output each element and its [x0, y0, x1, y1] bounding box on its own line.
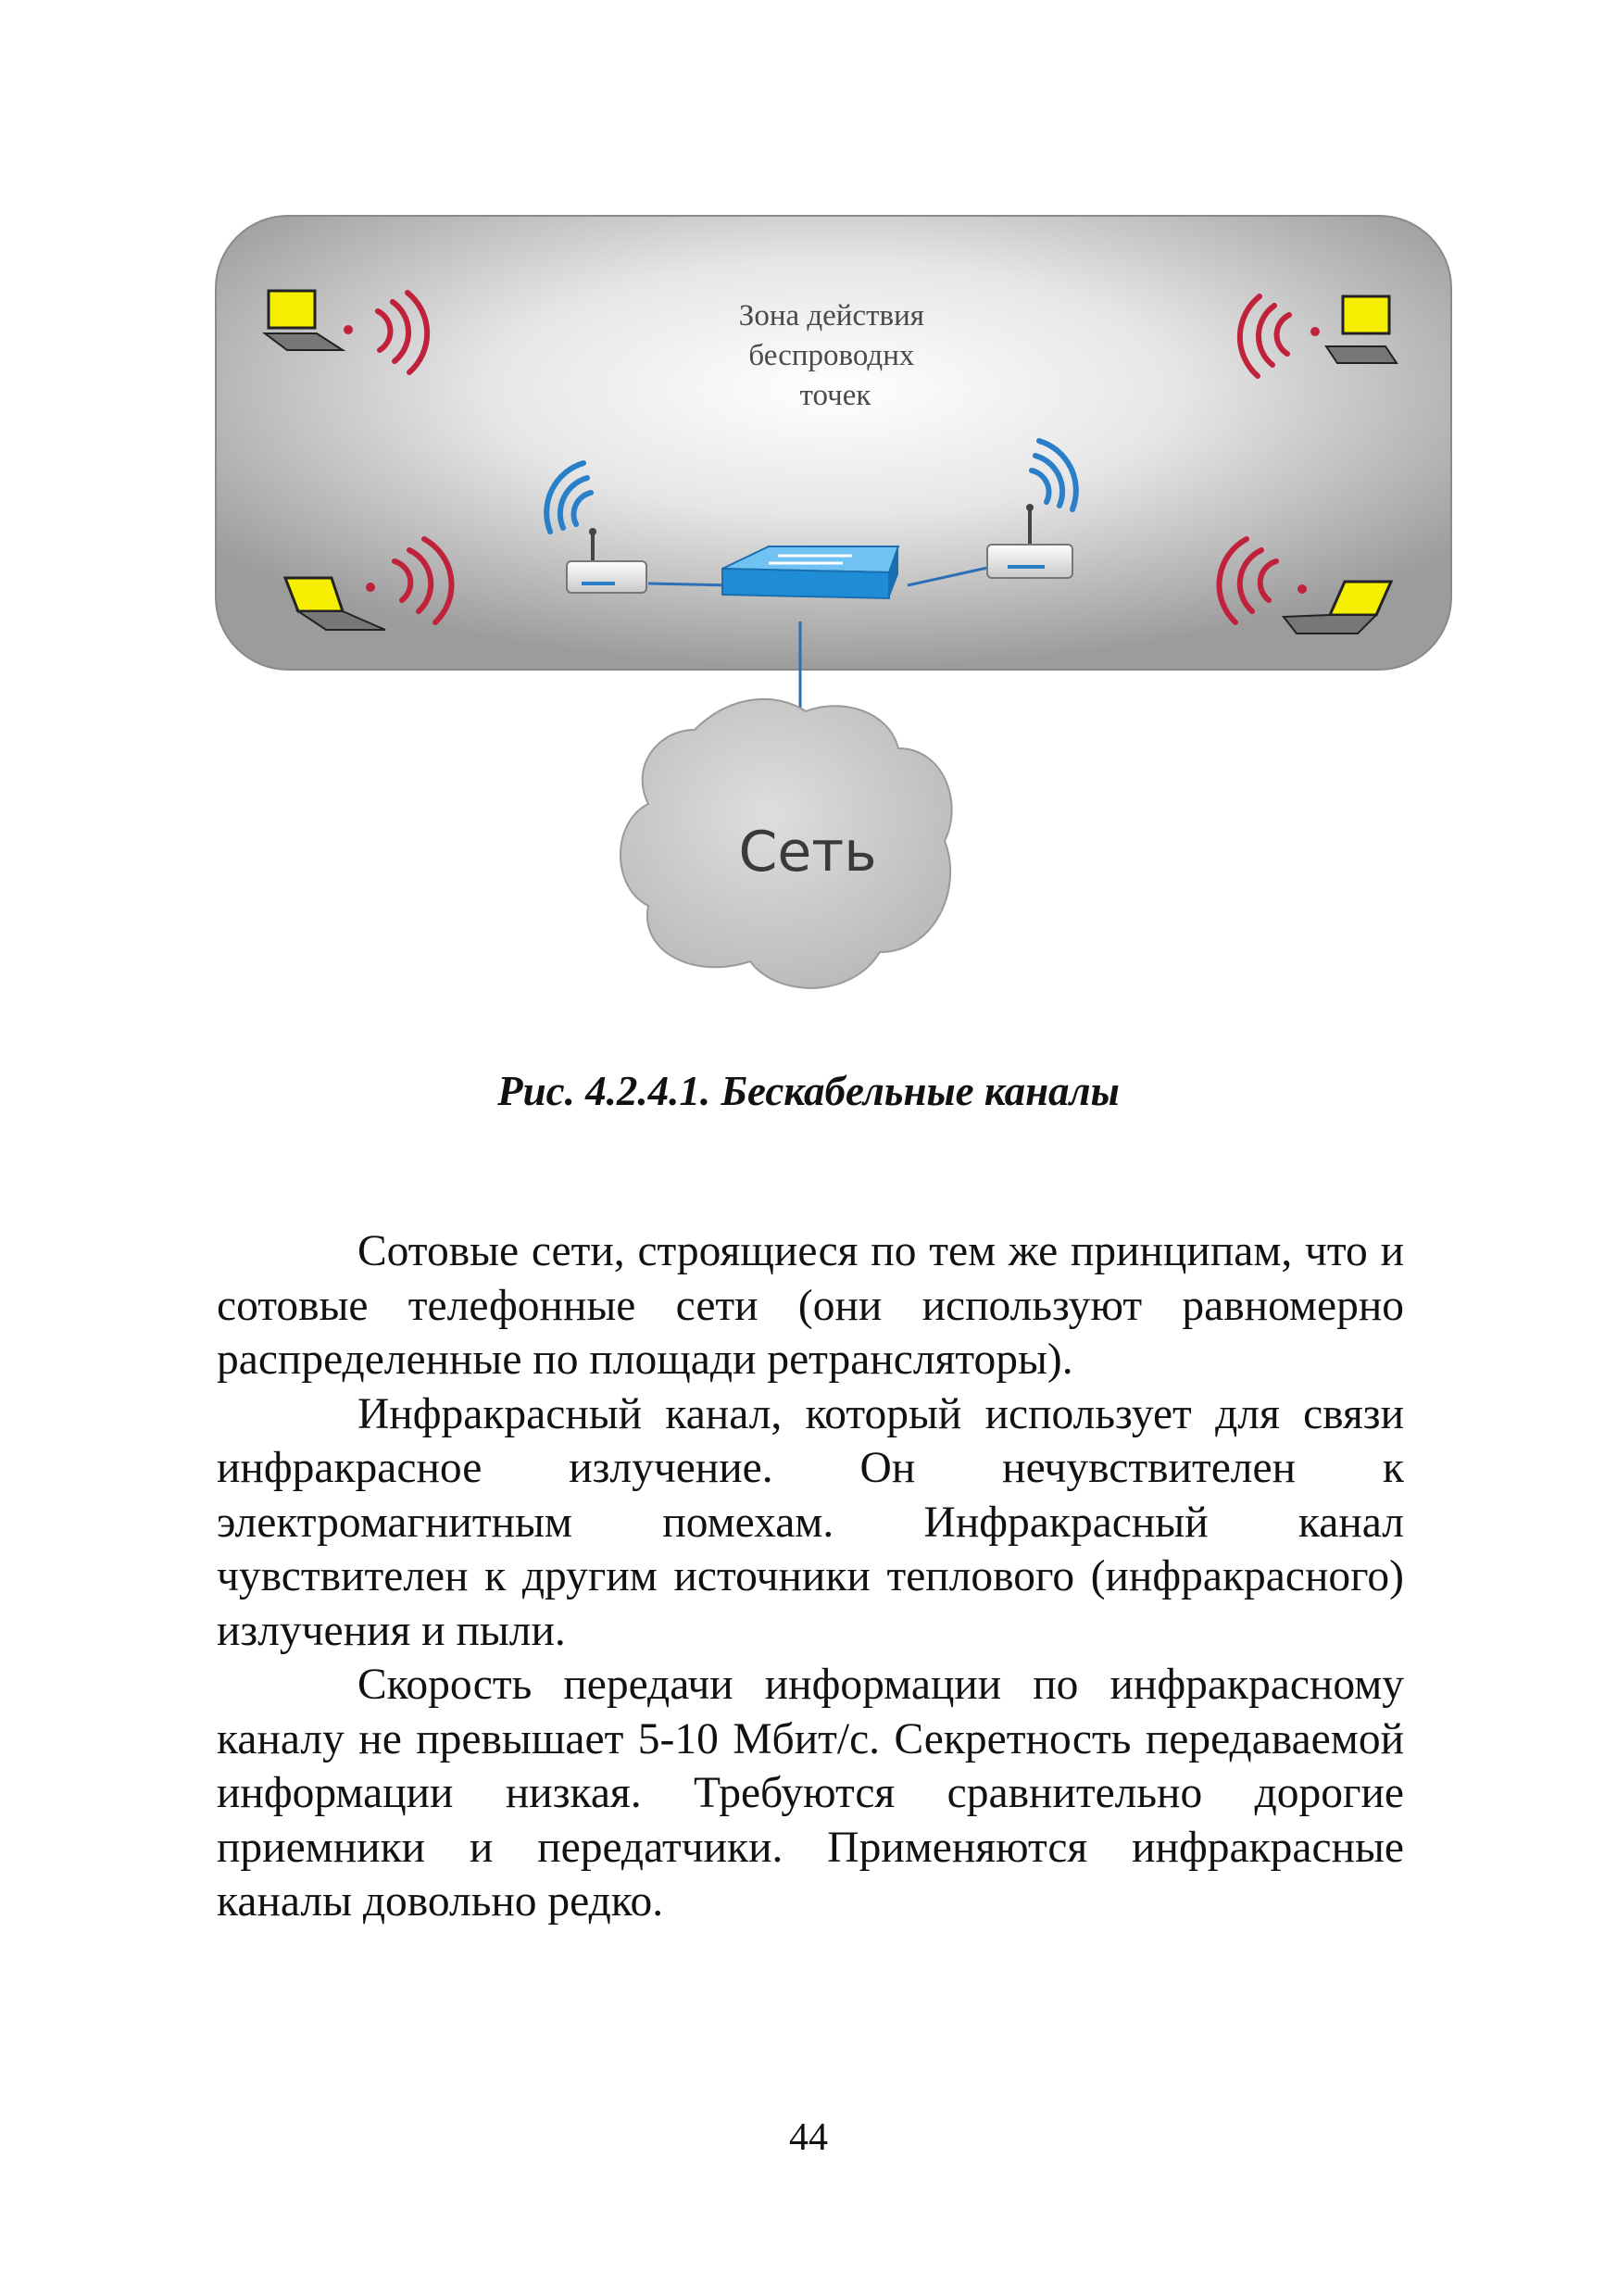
- zone-label-line-1: Зона действия: [738, 299, 924, 332]
- zone-label-line-3: точек: [799, 379, 871, 412]
- figure-caption: Рис. 4.2.4.1. Бескабельные каналы: [497, 1068, 1120, 1114]
- paragraph-cellular-networks: Сотовые сети, строящиеся по тем же принципам, что и сотовые телефонные сети (они используют равномерно распределенные по площади ретрансляторы).: [217, 1227, 1404, 1384]
- network-label: Сеть: [738, 820, 877, 885]
- body-text: [217, 1224, 1404, 1929]
- paragraph-infrared-channel: Инфракрасный канал, который использует для связи инфракрасное излучение. Он нечувствителен к электромагнитным помехам. Инфракрасный канал чувствителен к другим источники теплового (инфракрасного) излучения и пыли.: [217, 1389, 1404, 1655]
- zone-label-line-2: беспроводнх: [748, 339, 915, 372]
- page-number: 44: [789, 2116, 828, 2159]
- paragraph-infrared-speed: Скорость передачи информации по инфракрасному каналу не превышает 5-10 Мбит/с. Секретность передаваемой информации низкая. Требуются сравнительно дорогие приемники и передатчики. Применяются инфракрасные каналы довольно редко.: [217, 1661, 1404, 1926]
- wireless-channels-figure: [213, 211, 1454, 1045]
